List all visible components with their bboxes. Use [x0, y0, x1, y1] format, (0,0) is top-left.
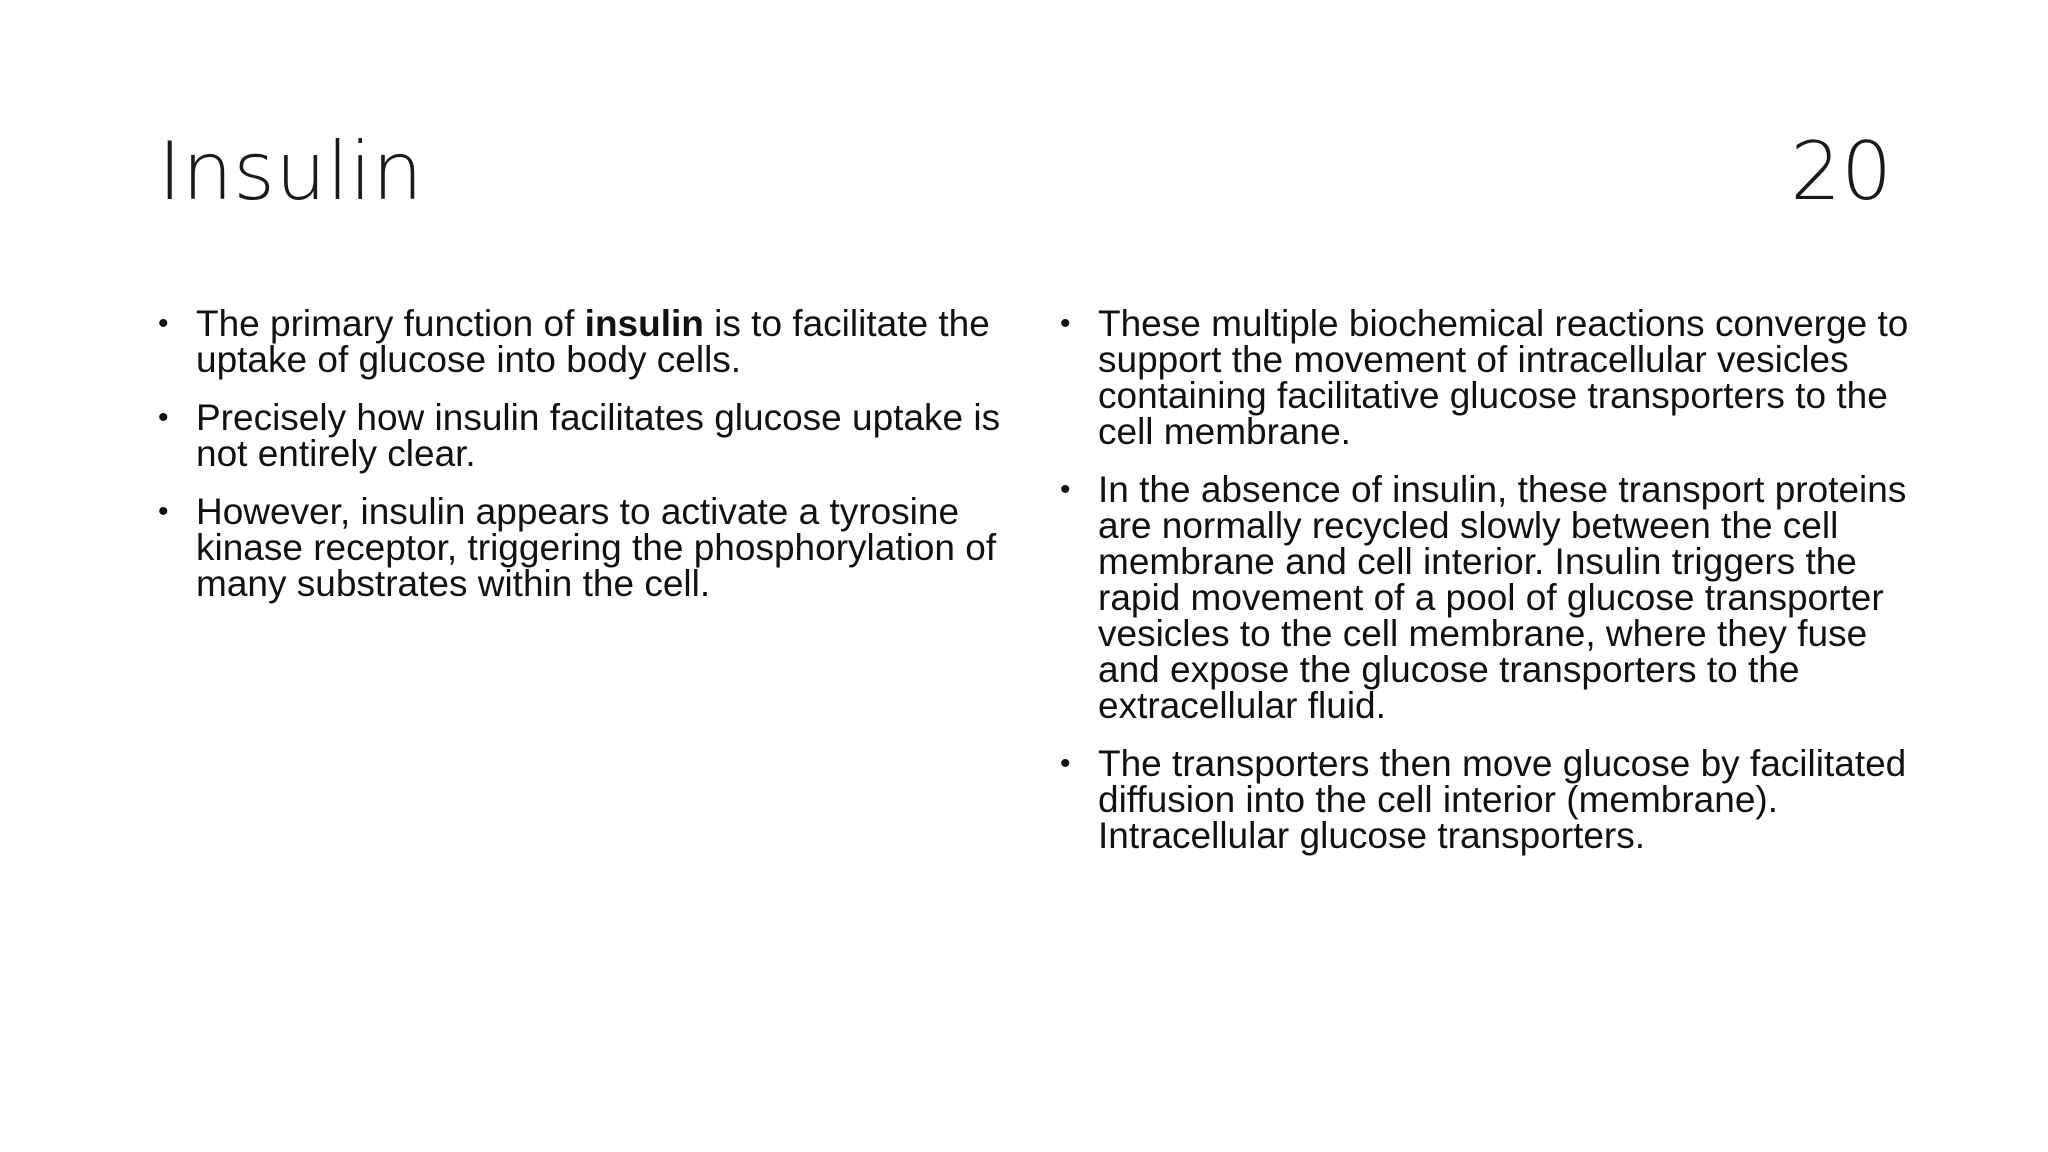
bullet-item [1060, 303, 1920, 452]
bullet-icon: • [158, 401, 169, 434]
bullet-item [158, 491, 1018, 604]
bullet-icon: • [158, 495, 169, 528]
bullet-item [1060, 469, 1920, 726]
bullet-item [158, 303, 1018, 380]
slide-number: 20 [1790, 125, 1892, 218]
left-bullet-list [158, 303, 1018, 624]
bullet-text: Precisely how insulin facilitates glucose uptake is not entirely clear. [196, 397, 1001, 474]
bullet-text: However, insulin appears to activate a tyrosine kinase receptor, triggering the phosphorylation of many substrates within the cell. [196, 491, 997, 604]
bullet-text: The transporters then move glucose by facilitated diffusion into the cell interior (membrane). Intracellular glucose transporters. [1098, 743, 1907, 856]
bullet-item [158, 397, 1018, 474]
right-bullet-list [1060, 303, 1920, 876]
bullet-text-after: is to facilitate the uptake of glucose into body cells. [196, 303, 990, 380]
bullet-text: In the absence of insulin, these transport proteins are normally recycled slowly between the cell membrane and cell interior. Insulin triggers the rapid movement of a pool of glucose transporter vesicles to the cell membrane, where they fuse and expose the glucose transporters to the extracellular fluid. [1098, 469, 1907, 726]
bullet-icon: • [158, 307, 169, 340]
bullet-icon: • [1060, 473, 1071, 506]
bullet-text-before: The primary function of [196, 303, 585, 344]
slide-title: Insulin [158, 125, 424, 218]
bullet-icon: • [1060, 747, 1071, 780]
bullet-item [1060, 743, 1920, 856]
bullet-text-bold: insulin [584, 303, 704, 344]
bullet-text: These multiple biochemical reactions converge to support the movement of intracellular vesicles containing facilitative glucose transporters to the cell membrane. [1098, 303, 1909, 452]
bullet-icon: • [1060, 307, 1071, 340]
